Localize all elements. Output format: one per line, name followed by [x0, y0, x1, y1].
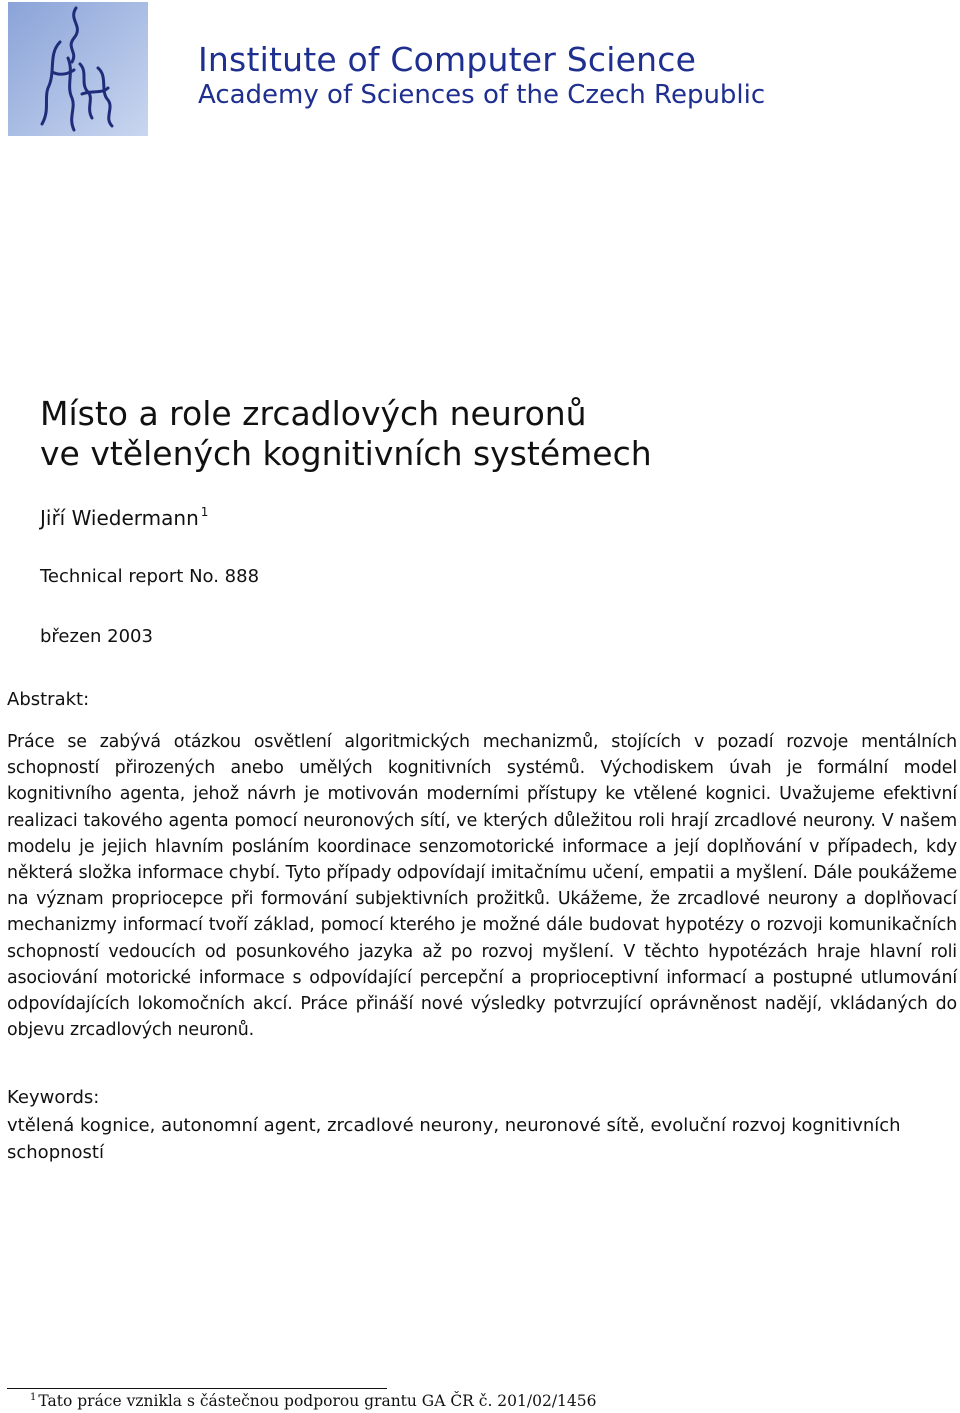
author-name: Jiří Wiedermann: [40, 506, 199, 530]
report-date: březen 2003: [40, 626, 153, 647]
paper-title: [40, 394, 652, 474]
institute-name: Institute of Computer Science: [198, 40, 697, 79]
author-footnote-mark: 1: [200, 505, 209, 519]
footnote: [30, 1392, 597, 1410]
academy-name: Academy of Sciences of the Czech Republic: [198, 80, 766, 110]
footnote-mark: 1: [30, 1392, 37, 1403]
title-line-2: ve vtělených kognitivních systémech: [40, 434, 652, 473]
title-line-1: Místo a role zrcadlových neuronů: [40, 394, 587, 433]
institute-logo: [8, 2, 148, 136]
footnote-text: Tato práce vznikla s částečnou podporou grantu GA ČR č. 201/02/1456: [38, 1392, 597, 1410]
keywords-heading: Keywords:: [7, 1087, 100, 1108]
institute-header: [198, 40, 765, 110]
keywords-text: vtělená kognice, autonomní agent, zrcadlové neurony, neuronové sítě, evoluční rozvoj kognitivních schopností: [7, 1115, 901, 1163]
footnote-rule: [7, 1388, 387, 1389]
abstract-heading: Abstrakt:: [7, 689, 90, 710]
abstract-text: Práce se zabývá otázkou osvětlení algoritmických mechanizmů, stojících v pozadí rozvoje mentálních schopností přirozených anebo umělých kognitivních systémů. Východiskem úvah je formální model kognitivního agenta, jehož návrh je motivován moderními přístupy ke vtělené kognici. Uvažujeme efektivní realizaci takového agenta pomocí neuronových sítí, ve kterých důležitou roli hrají zrcadlové neurony. V našem modelu je jejich hlavním posláním koordinace senzomotorické informace a její doplňování v případech, kdy některá složka informace chybí. Tyto případy odpovídají imitačnímu učení, empatii a myšlení. Dále poukážeme na význam propriocepce při formování subjektivních prožitků. Ukážeme, že zrcadlové neurony a doplňovací mechanizmy informací tvoří základ, pomocí kterého je možné dále budovat hypotézy o rozvoji komunikačních schopností vedoucích od posunkového jazyka až po rozvoj myšlení. V těchto hypotézách hraje hlavní roli asociování motorické informace s odpovídající percepční a proprioceptivní informací a postupné utlumování odpovídajících lokomočních akcí. Práce přináší nové výsledky potvrzující oprávněnost nadějí, vkládaných do objevu zrcadlových neuronů.: [7, 732, 957, 1041]
report-number: Technical report No. 888: [40, 566, 260, 587]
author: [40, 505, 208, 530]
